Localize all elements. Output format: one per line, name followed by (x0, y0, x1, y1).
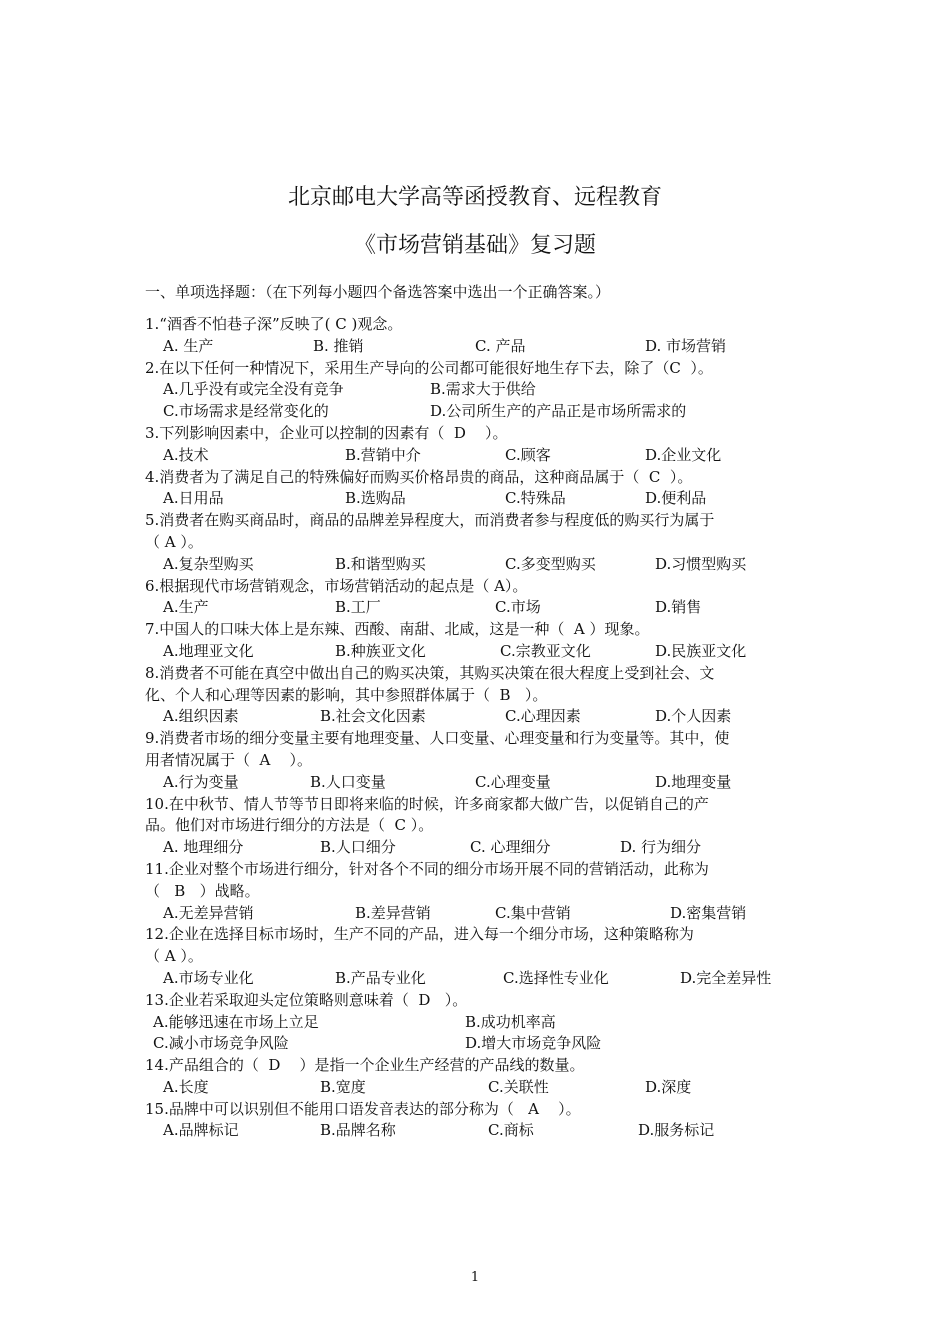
question-stem: 3.下列影响因素中，企业可以控制的因素有（ D ）。 (145, 423, 508, 442)
option-row (145, 706, 815, 728)
option-row (145, 445, 815, 467)
question-item (145, 314, 815, 358)
answer-option: C.宗教亚文化 (500, 641, 591, 660)
answer-option: D.完全差异性 (680, 968, 772, 987)
answer-option: C.市场 (495, 598, 541, 617)
option-row (145, 1012, 815, 1034)
question-item (145, 358, 815, 423)
question-stem: （ B ）战略。 (145, 881, 260, 900)
answer-option: D.便利品 (645, 489, 707, 508)
answer-option: C.顾客 (505, 445, 551, 464)
answer-option: D.销售 (655, 598, 702, 617)
answer-option: A.无差异营销 (163, 903, 254, 922)
answer-option: D.民族亚文化 (655, 641, 747, 660)
question-item (145, 423, 815, 467)
answer-option: B.社会文化因素 (320, 707, 426, 726)
answer-option: C. 产品 (475, 336, 526, 355)
option-row (145, 772, 815, 794)
option-row (145, 968, 815, 990)
option-row (145, 837, 815, 859)
option-row (145, 597, 815, 619)
option-row (145, 379, 815, 401)
answer-option: B.营销中介 (345, 445, 421, 464)
answer-option: D. 行为细分 (620, 838, 702, 857)
question-item (145, 924, 815, 989)
question-item (145, 663, 815, 728)
page-number: 1 (470, 1270, 480, 1285)
answer-option: D.服务标记 (638, 1121, 715, 1140)
answer-option: A.几乎没有或完全没有竞争 (163, 380, 344, 399)
answer-option: B.需求大于供给 (430, 380, 536, 399)
question-item (145, 728, 815, 793)
answer-option: D.地理变量 (655, 772, 732, 791)
option-row (145, 488, 815, 510)
question-stem: 10.在中秋节、情人节等节日即将来临的时候，许多商家都大做广告，以促销自己的产 (145, 794, 709, 813)
answer-option: A.技术 (163, 445, 209, 464)
option-row (145, 554, 815, 576)
answer-option: A.复杂型购买 (163, 554, 254, 573)
answer-option: A.能够迅速在市场上立足 (153, 1012, 319, 1031)
answer-option: C.特殊品 (505, 489, 566, 508)
answer-option: C. 心理细分 (470, 838, 551, 857)
question-stem: 用者情况属于（ A ）。 (145, 750, 312, 769)
option-row (145, 1077, 815, 1099)
answer-option: B.种族亚文化 (335, 641, 426, 660)
answer-option: A.地理亚文化 (163, 641, 254, 660)
question-stem: 1.“酒香不怕巷子深”反映了( C )观念。 (145, 315, 403, 333)
answer-option: C.多变型购买 (505, 554, 596, 573)
question-item (145, 794, 815, 859)
section-heading: 一、单项选择题：（在下列每小题四个备选答案中选出一个正确答案。） (145, 283, 611, 301)
document-title: 北京邮电大学高等函授教育、远程教育 (287, 185, 662, 210)
question-stem: 8.消费者不可能在真空中做出自己的购买决策，其购买决策在很大程度上受到社会、文 (145, 663, 715, 682)
answer-option: D.个人因素 (655, 707, 732, 726)
answer-option: A. 生产 (163, 336, 214, 355)
question-item (145, 619, 815, 663)
option-row (145, 641, 815, 663)
answer-option: A.品牌标记 (163, 1121, 239, 1140)
answer-option: D.习惯型购买 (655, 554, 747, 573)
answer-option: B.选购品 (345, 489, 406, 508)
document-subtitle: 《市场营销基础》复习题 (353, 233, 596, 258)
answer-option: D.公司所生产的产品正是市场所需求的 (430, 402, 687, 421)
answer-option: A.生产 (163, 598, 209, 617)
answer-option: A.长度 (163, 1077, 209, 1096)
answer-option: C.心理因素 (505, 707, 581, 726)
answer-option: A.组织因素 (163, 707, 239, 726)
answer-option: D.深度 (645, 1077, 692, 1096)
question-item (145, 467, 815, 511)
option-row (145, 1033, 815, 1055)
question-item (145, 1055, 815, 1099)
answer-option: C.关联性 (488, 1077, 549, 1096)
question-list (145, 314, 815, 1142)
question-stem: （ A ）。 (145, 947, 203, 966)
question-item (145, 990, 815, 1055)
answer-option: C.心理变量 (475, 772, 551, 791)
answer-option: B.工厂 (335, 598, 381, 617)
question-stem: 12.企业在选择目标市场时，生产不同的产品，进入每一个细分市场，这种策略称为 (145, 925, 694, 944)
answer-option: D.企业文化 (645, 445, 722, 464)
question-stem: 14.产品组合的（ D ）是指一个企业生产经营的产品线的数量。 (145, 1056, 585, 1075)
answer-option: A. 地理细分 (163, 838, 244, 857)
question-stem: 6.根据现代市场营销观念，市场营销活动的起点是（ A）。 (145, 576, 528, 595)
answer-option: B.宽度 (320, 1077, 366, 1096)
answer-option: A.市场专业化 (163, 968, 254, 987)
answer-option: B.和谐型购买 (335, 554, 426, 573)
question-item (145, 859, 815, 924)
answer-option: D.增大市场竞争风险 (465, 1034, 602, 1053)
answer-option: D. 市场营销 (645, 336, 727, 355)
answer-option: A.日用品 (163, 489, 224, 508)
question-stem: （ A ）。 (145, 532, 203, 551)
answer-option: A.行为变量 (163, 772, 239, 791)
answer-option: D.密集营销 (670, 903, 747, 922)
answer-option: B.人口细分 (320, 838, 396, 857)
question-item (145, 510, 815, 575)
answer-option: B.产品专业化 (335, 968, 426, 987)
question-stem: 4.消费者为了满足自己的特殊偏好而购买价格昂贵的商品，这种商品属于（ C ）。 (145, 467, 693, 486)
answer-option: C.减小市场竞争风险 (153, 1034, 289, 1053)
answer-option: C.商标 (488, 1121, 534, 1140)
answer-option: B.人口变量 (310, 772, 386, 791)
question-stem: 化、个人和心理等因素的影响，其中参照群体属于（ B ）。 (145, 685, 548, 704)
answer-option: C.选择性专业化 (503, 968, 609, 987)
option-row (145, 1120, 815, 1142)
option-row (145, 401, 815, 423)
answer-option: C.集中营销 (495, 903, 571, 922)
question-stem: 9.消费者市场的细分变量主要有地理变量、人口变量、心理变量和行为变量等。其中，使 (145, 729, 730, 748)
answer-option: C.市场需求是经常变化的 (163, 402, 329, 421)
question-stem: 11.企业对整个市场进行细分，针对各个不同的细分市场开展不同的营销活动，此称为 (145, 859, 709, 878)
question-stem: 2.在以下任何一种情况下，采用生产导向的公司都可能很好地生存下去，除了（C ）。 (145, 358, 713, 377)
question-stem: 13.企业若采取迎头定位策略则意味着（ D ）。 (145, 990, 468, 1009)
answer-option: B.成功机率高 (465, 1012, 556, 1031)
answer-option: B. 推销 (313, 336, 364, 355)
question-stem: 7.中国人的口味大体上是东辣、西酸、南甜、北咸，这是一种（ A ）现象。 (145, 620, 650, 639)
question-stem: 5.消费者在购买商品时，商品的品牌差异程度大，而消费者参与程度低的购买行为属于 (145, 511, 715, 530)
question-stem: 15.品牌中可以识别但不能用口语发音表达的部分称为（ A ）。 (145, 1099, 581, 1118)
answer-option: B.品牌名称 (320, 1121, 396, 1140)
question-stem: 品。他们对市场进行细分的方法是（ C ）。 (145, 816, 434, 835)
question-item (145, 576, 815, 620)
question-item (145, 1099, 815, 1143)
option-row (145, 336, 815, 358)
answer-option: B.差异营销 (355, 903, 431, 922)
option-row (145, 903, 815, 925)
